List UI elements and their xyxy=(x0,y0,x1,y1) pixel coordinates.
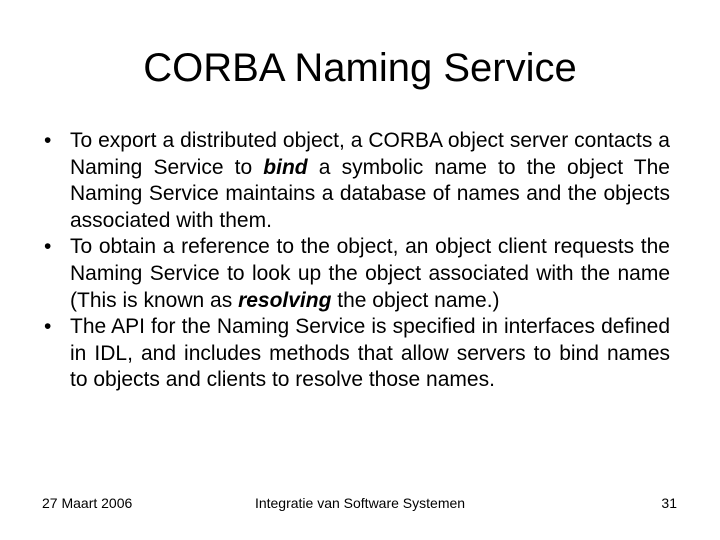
bullet-marker: • xyxy=(44,315,52,339)
page-number: 31 xyxy=(661,495,677,511)
bullet-item xyxy=(44,128,670,234)
footer-title: Integratie van Software Systemen xyxy=(254,495,466,511)
bullet-text: The API for the Naming Service is specified in interfaces defined in IDL, and includes methods that allow servers to bind names to objects and clients to resolve those names. xyxy=(70,315,670,392)
bullet-text: To export a distributed object, a CORBA object server contacts a Naming Service to xyxy=(70,129,670,179)
bullet-item xyxy=(44,314,670,394)
emphasis-text: resolving xyxy=(238,288,332,312)
bullet-marker: • xyxy=(44,235,52,259)
emphasis-text: bind xyxy=(263,155,308,179)
bullet-item xyxy=(44,234,670,314)
bullet-text: the object name.) xyxy=(331,288,500,312)
footer-date: 27 Maart 2006 xyxy=(42,495,133,511)
bullet-text: To obtain a reference to the object, an object client requests the Naming Service to look up the object associated with the name (This is known as xyxy=(70,235,670,312)
bullet-text: a symbolic name to the object The Naming Service maintains a database of names and the objects associated with them. xyxy=(70,155,670,232)
slide-title: CORBA Naming Service xyxy=(143,46,577,90)
bullet-marker: • xyxy=(44,129,52,152)
bullet-list xyxy=(44,128,670,394)
